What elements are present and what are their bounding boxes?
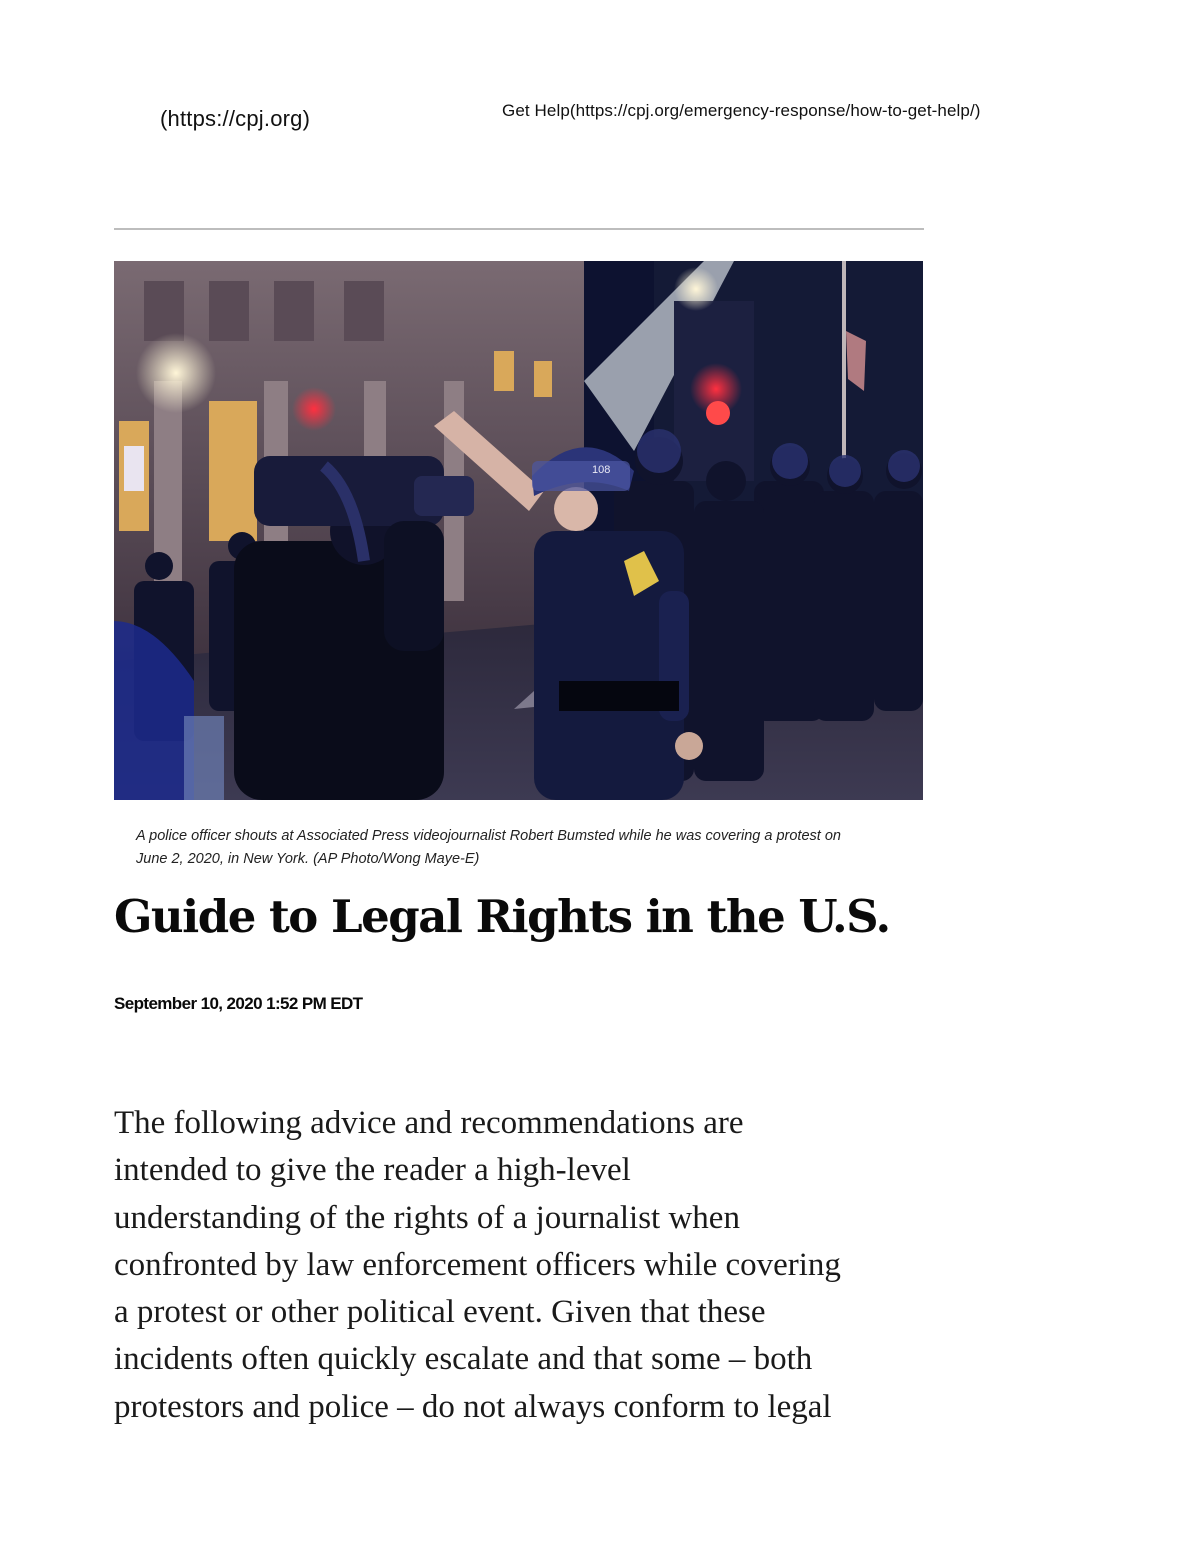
photo-caption: A police officer shouts at Associated Press videojournalist Robert Bumsted while he was covering a protest on June 2, 2020, in New York. (AP Photo/Wong Maye-E)	[136, 828, 841, 867]
body-line: a protest or other political event. Given that these	[114, 1294, 766, 1331]
header-divider	[114, 228, 924, 230]
helmet-number-text: 108	[592, 464, 611, 476]
article-dateline: September 10, 2020 1:52 PM EDT	[114, 994, 363, 1013]
cpj-home-link[interactable]: (https://cpj.org)	[160, 106, 311, 131]
body-line: confronted by law enforcement officers while covering	[114, 1246, 841, 1283]
body-line: incidents often quickly escalate and that some – both	[114, 1341, 813, 1378]
article-title: Guide to Legal Rights in the U.S.	[114, 890, 890, 943]
body-line: protestors and police – do not always conform to legal	[114, 1388, 832, 1425]
get-help-link[interactable]: Get Help(https://cpj.org/emergency-response/how-to-get-help/)	[502, 101, 981, 120]
article-body	[114, 1100, 944, 1431]
article-photo	[114, 261, 923, 800]
body-line: The following advice and recommendations are	[114, 1105, 744, 1141]
body-line: understanding of the rights of a journalist when	[114, 1199, 740, 1236]
body-line: intended to give the reader a high-level	[114, 1152, 631, 1189]
